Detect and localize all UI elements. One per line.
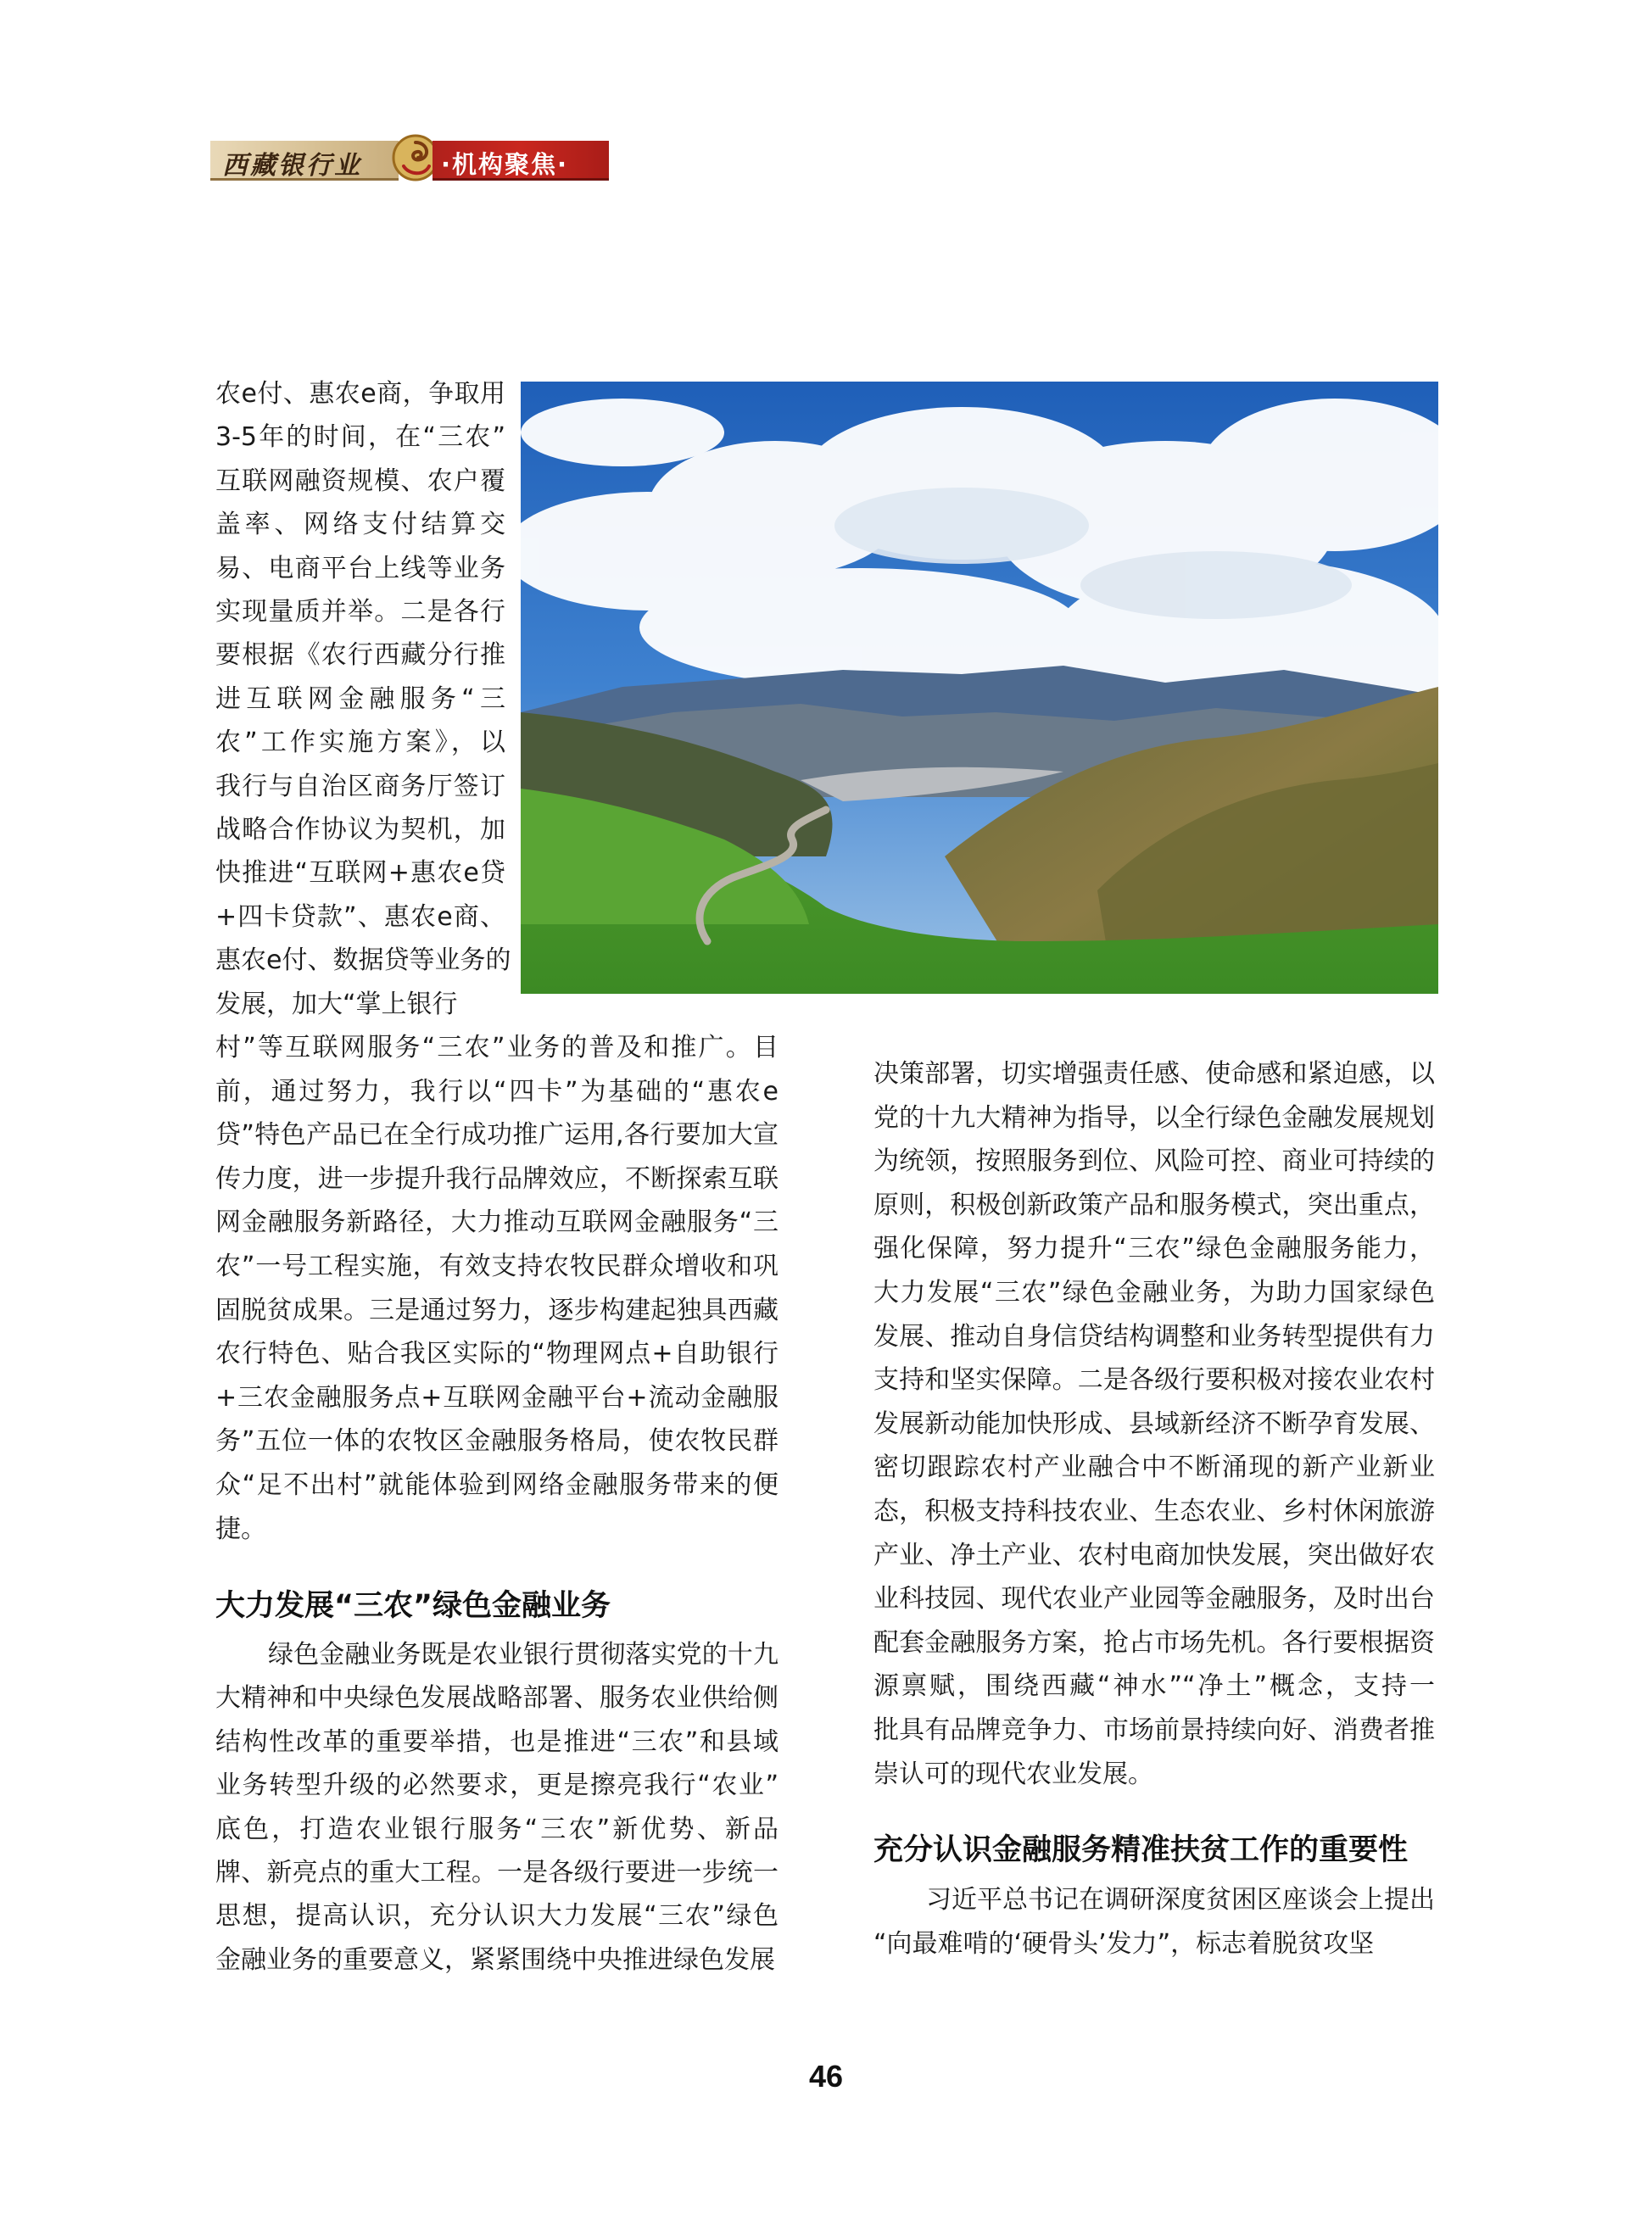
text-line: 绿色金融业务既是农业银行贯彻落实党的十九 bbox=[268, 1640, 779, 1670]
text-line: 前，通过努力，我行以“四卡”为基础的“惠农e bbox=[215, 1076, 779, 1107]
text-line: 惠农e付、数据贷等业务的 bbox=[215, 945, 511, 976]
text-line: +三农金融服务点+互联网金融平台+流动金融服 bbox=[215, 1382, 779, 1413]
text-line: 众“足不出村”就能体验到网络金融服务带来的便 bbox=[215, 1470, 779, 1500]
text-line: 捷。 bbox=[215, 1514, 266, 1544]
text-line: 批具有品牌竞争力、市场前景持续向好、消费者推 bbox=[873, 1715, 1435, 1745]
text-line: 崇认可的现代农业发展。 bbox=[873, 1759, 1153, 1789]
text-line: 支持和坚实保障。二是各级行要积极对接农业农村 bbox=[873, 1365, 1435, 1396]
text-line: 大力发展“三农”绿色金融业务，为助力国家绿色 bbox=[873, 1278, 1435, 1308]
text-line: 底色，打造农业银行服务“三农”新优势、新品 bbox=[215, 1814, 779, 1844]
text-line: 发展新动能加快形成、县域新经济不断孕育发展、 bbox=[873, 1408, 1435, 1439]
text-line: 传力度，进一步提升我行品牌效应，不断探索互联 bbox=[215, 1163, 779, 1194]
page-number: 46 bbox=[808, 2059, 844, 2094]
text-line: 密切跟踪农村产业融合中不断涌现的新产业新业 bbox=[873, 1453, 1435, 1483]
landscape-photo bbox=[521, 382, 1438, 994]
text-line: 发展，加大“掌上银行 bbox=[215, 989, 458, 1019]
text-line: 务”五位一体的农牧区金融服务格局，使农牧民群 bbox=[215, 1426, 779, 1457]
section-header-banner bbox=[210, 136, 609, 181]
text-line: 态，积极支持科技农业、生态农业、乡村休闲旅游 bbox=[873, 1497, 1435, 1526]
text-line: +四卡贷款”、惠农e商、 bbox=[215, 901, 505, 932]
text-line: 原则，积极创新政策产品和服务模式，突出重点， bbox=[873, 1190, 1435, 1220]
text-line: 盖率、网络支付结算交 bbox=[215, 510, 505, 540]
text-line: 农”一号工程实施，有效支持农牧民群众增收和巩 bbox=[215, 1252, 779, 1281]
text-line: 我行与自治区商务厅签订 bbox=[215, 771, 505, 801]
magazine-title-plate bbox=[210, 141, 399, 181]
text-line: 牌、新亮点的重大工程。一是各级行要进一步统一 bbox=[215, 1858, 779, 1888]
text-line: 习近平总书记在调研深度贫困区座谈会上提出 bbox=[926, 1885, 1435, 1915]
text-line: 党的十九大精神为指导，以全行绿色金融发展规划 bbox=[873, 1102, 1435, 1133]
section-heading-green-finance: 大力发展“三农”绿色金融业务 bbox=[215, 1589, 611, 1623]
text-line: 大精神和中央绿色发展战略部署、服务农业供给侧 bbox=[215, 1683, 779, 1714]
text-line: 要根据《农行西藏分行推 bbox=[215, 640, 505, 671]
text-line: 实现量质并举。二是各行 bbox=[215, 597, 505, 627]
text-line: 农e付、惠农e商，争取用 bbox=[215, 379, 505, 409]
text-line: 农”工作实施方案》，以 bbox=[215, 728, 505, 758]
text-line: 源禀赋，围绕西藏“神水”“净土”概念，支持一 bbox=[873, 1671, 1435, 1702]
text-line: 发展、推动自身信贷结构调整和业务转型提供有力 bbox=[873, 1321, 1435, 1352]
text-line: 互联网融资规模、农户覆 bbox=[215, 466, 505, 496]
section-heading-poverty-alleviation: 充分认识金融服务精准扶贫工作的重要性 bbox=[873, 1833, 1409, 1867]
text-line: 为统领，按照服务到位、风险可控、商业可持续的 bbox=[873, 1146, 1435, 1177]
text-line: 产业、净土产业、农村电商加快发展，突出做好农 bbox=[873, 1540, 1435, 1570]
text-line: 固脱贫成果。三是通过努力，逐步构建起独具西藏 bbox=[215, 1295, 779, 1325]
text-line: 战略合作协议为契机，加 bbox=[215, 815, 505, 845]
text-line: 业务转型升级的必然要求，更是擦亮我行“农业” bbox=[215, 1771, 779, 1801]
text-line: 进互联网金融服务“三 bbox=[215, 683, 505, 714]
magazine-title: 西藏银行业 bbox=[222, 151, 362, 181]
text-line: 村”等互联网服务“三农”业务的普及和推广。目 bbox=[215, 1033, 779, 1062]
text-line: 金融业务的重要意义，紧紧围绕中央推进绿色发展 bbox=[215, 1944, 775, 1975]
text-line: 网金融服务新路径，大力推动互联网金融服务“三 bbox=[215, 1207, 779, 1238]
text-line: 强化保障，努力提升“三农”绿色金融服务能力， bbox=[873, 1234, 1435, 1264]
text-line: 业科技园、现代农业产业园等金融服务，及时出台 bbox=[873, 1584, 1435, 1614]
text-line: 贷”特色产品已在全行成功推广运用,各行要加大宣 bbox=[215, 1120, 779, 1151]
text-line: 农行特色、贴合我区实际的“物理网点+自助银行 bbox=[215, 1339, 779, 1369]
text-line: “向最难啃的‘硬骨头’发力”，标志着脱贫攻坚 bbox=[873, 1928, 1375, 1959]
text-line: 配套金融服务方案，抢占市场先机。各行要根据资 bbox=[873, 1627, 1435, 1658]
text-line: 决策部署，切实增强责任感、使命感和紧迫感，以 bbox=[873, 1059, 1435, 1089]
text-line: 3-5年的时间，在“三农” bbox=[215, 422, 505, 453]
section-label: ·机构聚焦· bbox=[441, 150, 569, 179]
section-label-plate bbox=[433, 141, 609, 181]
text-line: 易、电商平台上线等业务 bbox=[215, 553, 505, 583]
text-line: 结构性改革的重要举措，也是推进“三农”和县域 bbox=[215, 1726, 779, 1757]
text-line: 快推进“互联网+惠农e贷 bbox=[215, 858, 505, 889]
text-line: 思想，提高认识，充分认识大力发展“三农”绿色 bbox=[215, 1901, 779, 1932]
